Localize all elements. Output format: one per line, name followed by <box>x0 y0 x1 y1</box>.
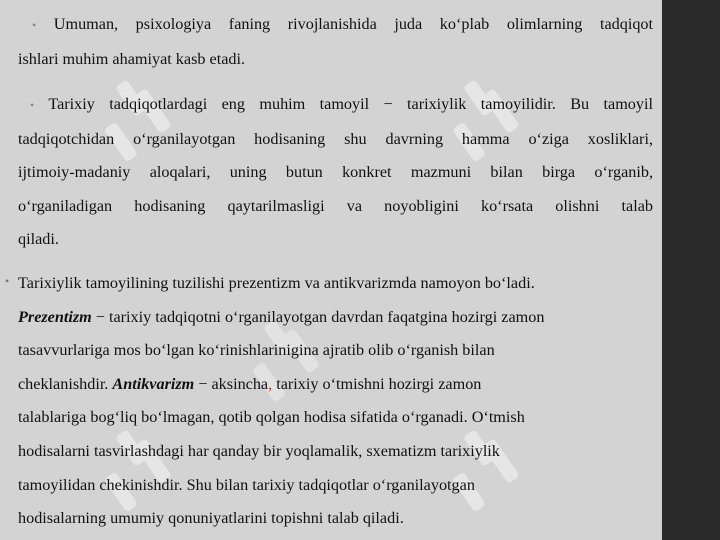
paragraph-1 <box>18 8 653 76</box>
paragraph-3-line-4-start: cheklanishdir. <box>18 374 113 393</box>
paragraph-2 <box>18 88 653 257</box>
outer-bullet: • <box>5 274 10 288</box>
term-prezentizm: Prezentizm <box>18 307 92 326</box>
paragraph-2-line-1 <box>18 88 653 123</box>
paragraph-3 <box>18 267 653 536</box>
red-comma: , <box>268 374 273 393</box>
paragraph-3-line-3: tasavvurlariga mos bo‘lgan ko‘rinishlarinigina ajratib olib o‘rganish bilan <box>18 341 495 360</box>
paragraph-2-line-5: qiladi. <box>18 230 59 249</box>
paragraph-1-line-2: ishlari muhim ahamiyat kasb etadi. <box>18 49 246 68</box>
paragraph-2-line-4: o‘rganiladigan hodisaning qaytarilmasligi va noyobligini ko‘rsata olishni talab <box>18 196 653 215</box>
paragraph-3-line-4 <box>18 368 653 402</box>
paragraph-3-line-4-end: tarixiy o‘tmishni hozirgi zamon <box>272 374 482 393</box>
term-antikvarizm: Antikvarizm <box>112 374 195 393</box>
bullet: • <box>32 18 37 32</box>
paragraph-1-line-1 <box>18 8 653 43</box>
paragraph-3-line-4-mid: − aksincha <box>194 374 269 393</box>
paragraph-1-text-1: Umuman, psixologiya faning rivojlanishida juda ko‘plab olimlarning tadqiqot <box>53 15 653 33</box>
paragraph-3-line-6: hodisalarni tasvirlashdagi har qanday bir yoqlamalik, sxematizm tarixiylik <box>18 441 500 460</box>
paragraph-3-line-5: talablariga bog‘liq bo‘lmagan, qotib qolgan hodisa sifatida o‘rganadi. O‘tmish <box>18 408 525 427</box>
paragraph-2-line-3: ijtimoiy-madaniy aloqalari, uning butun konkret mazmuni bilan birga o‘rganib, <box>18 163 653 182</box>
paragraph-3-line-7: tamoyilidan chekinishdir. Shu bilan tarixiy tadqiqotlar o‘rganilayotgan <box>18 475 475 494</box>
right-dark-bar <box>662 0 720 540</box>
paragraph-3-line-1: Tarixiylik tamoyilining tuzilishi prezentizm va antikvarizmda namoyon bo‘ladi. <box>18 274 535 292</box>
paragraph-2-line-2: tadqiqotchidan o‘rganilayotgan hodisaning shu davrning hamma o‘ziga xosliklari, <box>18 129 653 148</box>
paragraph-3-line-2-text: − tarixiy tadqiqotni o‘rganilayotgan davrdan faqatgina hozirgi zamon <box>91 307 545 326</box>
bullet: • <box>30 98 35 112</box>
paragraph-3-line-8: hodisalarning umumiy qonuniyatlarini topishni talab qiladi. <box>18 509 404 528</box>
paragraph-2-text-1: Tarixiy tadqiqotlardagi eng muhim tamoyil − tarixiylik tamoyilidir. Bu tamoyil <box>48 95 653 113</box>
paragraph-3-line-2 <box>18 301 653 335</box>
